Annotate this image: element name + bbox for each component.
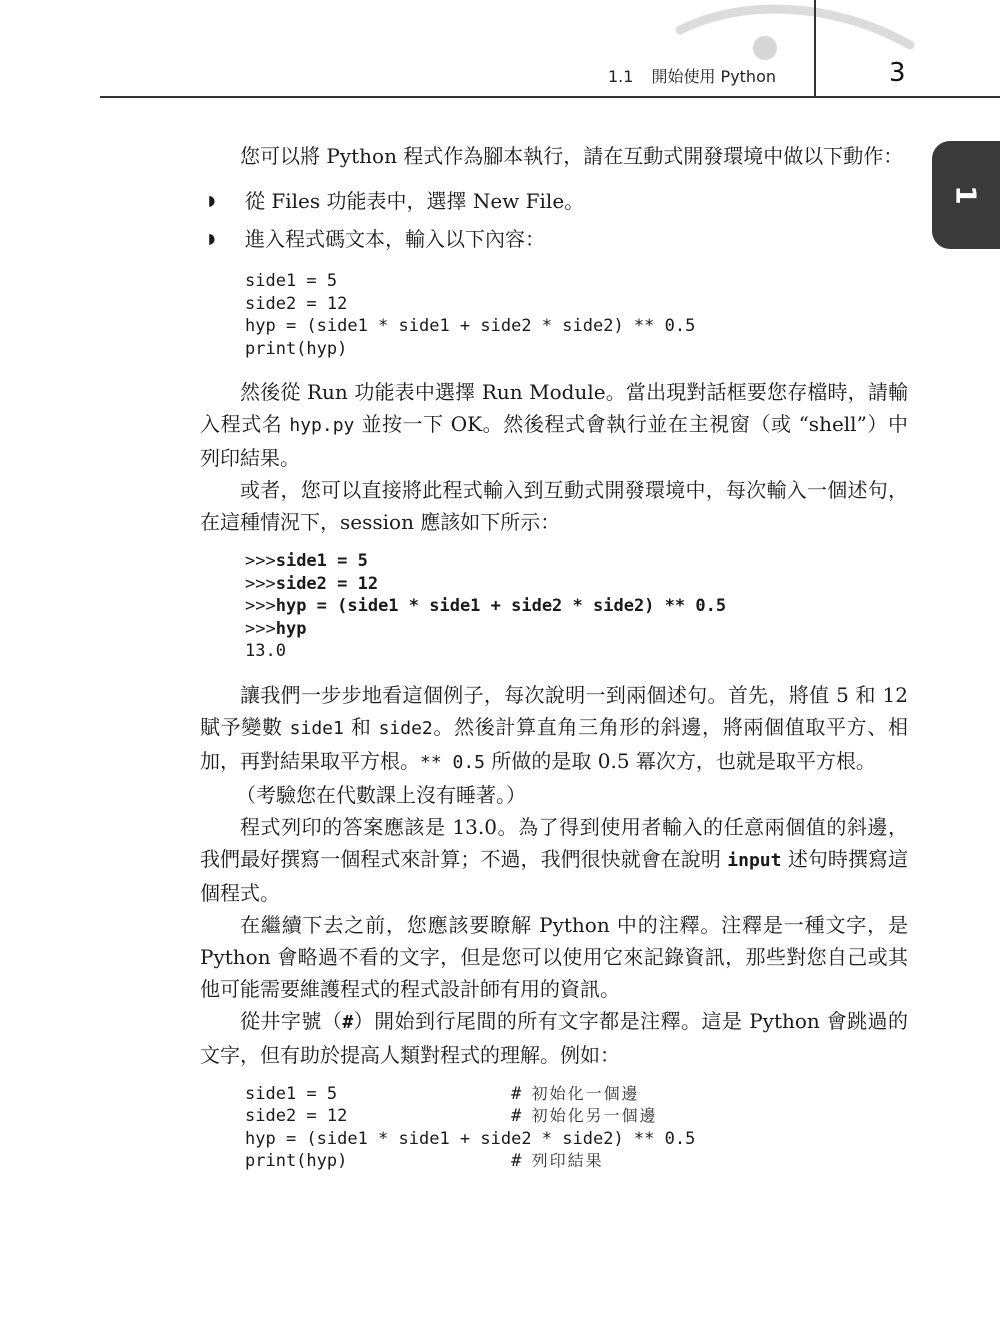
comments-paragraph: 在繼續下去之前，您應該要瞭解 Python 中的注釋。注釋是一種文字，是 Python 會略過不看的文字，但是您可以使用它來記錄資訊，那些對您自己或其他可能需要維護程式的程式設計師有用的資訊。 [200, 912, 908, 1001]
aside-paragraph: （考驗您在代數課上沒有睡著。） [236, 782, 526, 807]
code-line: print(hyp) [245, 338, 348, 359]
running-head [608, 64, 776, 87]
header-swoosh-decoration [660, 0, 920, 70]
section-title: 開始使用 Python [651, 67, 777, 86]
code-line: print(hyp) # 列印結果 [245, 1151, 604, 1171]
answer-paragraph: 程式列印的答案應該是 13.0。為了得到使用者輸入的任意兩個值的斜邊，我們最好撰寫一個程式來計算；不過，我們很快就會在說明 input 述句時撰寫這個程式。 [200, 814, 909, 905]
input-keyword: input [727, 849, 782, 871]
steps-list [200, 182, 908, 258]
section-number: 1.1 [608, 67, 634, 86]
intro-paragraph: 您可以將 Python 程式作為腳本執行，請在互動式開發環境中做以下動作： [240, 144, 904, 168]
bullet-icon: ◗ [208, 193, 216, 209]
page-body [200, 140, 908, 1173]
filename: hyp.py [289, 415, 355, 436]
code-line: >>>side2 = 12 [245, 573, 379, 594]
code-line: >>>side1 = 5 [245, 551, 368, 571]
code-line: >>>hyp = (side1 * side1 + side2 * side2) ** 0.5 [245, 596, 727, 616]
chapter-tab [932, 141, 1000, 249]
code-block-session [200, 550, 908, 663]
session-paragraph: 或者，您可以直接將此程式輸入到互動式開發環境中，每次輸入一個述句，在這種情況下，session 應該如下所示： [200, 478, 908, 534]
code-block-comments [200, 1083, 908, 1173]
code-line: side1 = 5 # 初始化一個邊 [245, 1083, 640, 1104]
code-line: >>>hyp [245, 618, 307, 639]
run-module-paragraph: 然後從 Run 功能表中選擇 Run Module。當出現對話框要您存檔時，請輸入程式名 hyp.py 並按一下 OK。然後程式會執行並在主視窗（或 “shell”）中列印結果。 [200, 380, 908, 470]
hash-paragraph: 從井字號（#）開始到行尾間的所有文字都是注釋。這是 Python 會跳過的文字，但有助於提高人類對程式的理解。例如： [200, 1008, 909, 1067]
code-block-script [200, 270, 908, 360]
code-line: hyp = (side1 * side1 + side2 * side2) ** 0.5 [245, 1128, 696, 1149]
code-line: side2 = 12 # 初始化另一個邊 [245, 1106, 658, 1126]
header-rule [100, 96, 1000, 98]
chapter-tab-number: 1 [949, 185, 983, 205]
page-number: 3 [889, 58, 906, 88]
explain-paragraph: 讓我們一步步地看這個例子，每次說明一到兩個述句。首先，將值 5 和 12 賦予變數 side1 和 side2。然後計算直角三角形的斜邊，將兩個值取平方、相加，再對結果取平方根。** 0.5 所做的是取 0.5 冪次方，也就是取平方根。 [200, 682, 909, 773]
bullet-icon: ◗ [208, 231, 216, 247]
code-line: hyp = (side1 * side1 + side2 * side2) ** 0.5 [245, 316, 696, 336]
code-line: side2 = 12 [245, 293, 348, 314]
code-output: 13.0 [245, 641, 286, 661]
list-item: ◗ 進入程式碼文本，輸入以下內容： [200, 220, 908, 258]
code-line: side1 = 5 [245, 271, 338, 291]
list-item: ◗ 從 Files 功能表中，選擇 New File。 [200, 182, 908, 220]
header-vertical-rule [814, 0, 816, 97]
